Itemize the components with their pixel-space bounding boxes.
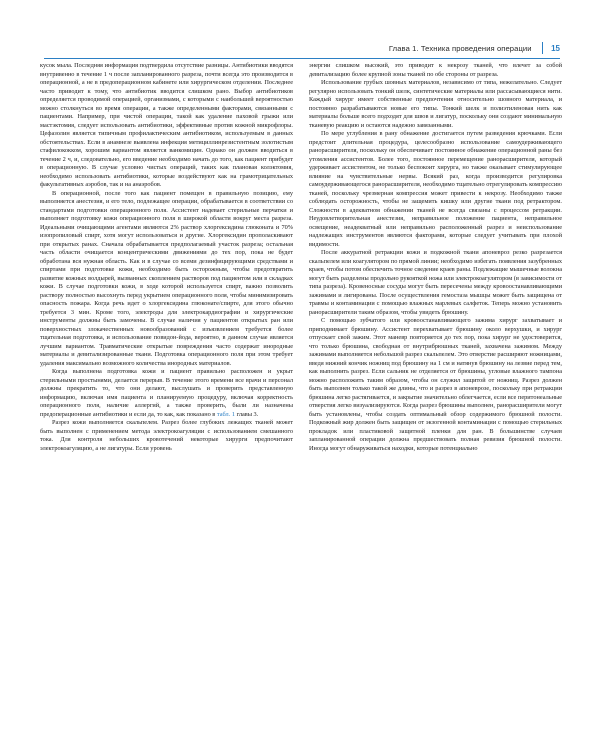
paragraph: По мере углубления в рану обнажение достигается путем разведения крючками. Если предстоит длительная процедура, целесообразно использование самоудерживающего ранорасширителя, поскольку он обеспечивает постоянное обнажение операционной раны без утомления ассистентов. Более того, постоянное перемещение ранорасширителя, который удерживает ассистентом, не только беспокоит хирурга, но также оказывает стимулирующее влияние на чувствительные нервы. Всякий раз, когда производится регулировка самоудерживающегося ранорасширителя, необходимо тщательно отрегулировать компрессию тканей, поскольку чрезмерная компрессия может привести к некрозу. Необходимо также соблюдать осторожность, чтобы не защемить кишку или другие ткани под ретрактором. Сложности в адекватном обнажении тканей не всегда связаны с процессом ретракции. Неудовлетворительная анестезия, неправильное положение пациента, неправильное освещение, неадекватный или неправильно расположенный разрез и неиспользование надлежащих инструментов являются факторами, которые следует учитывать при плохой видимости. [309,130,562,248]
paragraph: После аккуратной ретракции кожи и подкожной ткани апоневроз резко разрезается скальпелем или коагулятором по прямой линии; необходимо избегать появления зазубренных краев, чтобы потом обеспечить точное сведение краев раны. Подлежащие мышечные волокна могут быть разделены продольно рукояткой ножа или электрокоагулятором (в зависимости от типа разреза). Кровеносные сосуды могут быть пересечены между кровоостанавливающими зажимами и лигированы. После осуществления гемостаза мышцы может быть защищена от травмы и контаминации с помощью влажных марлевых салфеток. Теперь можно установить ранорасширители таким образом, чтобы увидеть брюшину. [309,249,562,316]
paragraph: В операционной, после того как пациент помещен в правильную позицию, ему выполняется анестезия, и его тело, подлежащее операции, обрабатывается в соответствии со стандартами подготовки операционного поля. Ассистент надевает стерильные перчатки и выполняет подготовку кожи операционного поля в широкой области вокруг места разреза. Идеальными очищающими агентами являются 2% раствор хлоргексидина глюконата и 70% изопропиловый спирт, хотя могут использоваться и другие. Хлоргексидин прополаскивают при открытых ранах. Сначала обрабатывается предполагаемый участок разреза; остальная часть области очищается концентрическими движениями до тех пор, пока не будет обработана вся нужная область. Как и в случае со всеми дезинфицирующими средствами и спиртами при подготовке кожи, необходимо быть осторожным, чтобы предотвратить развитие кожных волдырей, вызванных скоплением растворов под пациентом или в складках кожи. В случае подготовки кожи, в ходе которой используется спирт, важно позволить раствору полностью высохнуть перед укрытием операционного поля, чтобы минимизировать опасность пожара. Когда речь идет о хлоргексидина глюконате/спирте, для этого обычно требуется 3 мин. Кроме того, электроды для электрокардиографии и хирургические инструменты должны быть замочены. В случае наличия у пациентов открытых ран или поверхностных злокачественных новообразований с изъязвлением требуется более тщательная подготовка, и использование повидон-йода, вероятно, в данном случае является лучшим вариантом. Травматические открытые повреждения часто содержат инородные материалы и девитализированные ткани. Подготовка операционного поля при этом требует удаления максимально возможного количества инородных материалов. [40,189,293,367]
running-header [44,38,560,59]
page-number: 15 [551,43,560,53]
text-body [40,62,562,710]
left-column [40,62,293,710]
paragraph-text: главы 3. [236,410,259,418]
paragraph-text: Когда выполнена подготовка кожи и пациент правильно расположен и укрыт стерильными простынями, делается перерыв. В течение этого времени все врачи и персонал должны прекратить то, что они делают, выслушать и проверить представленную информацию, включая имя пациента и планируемую процедуру, включая корректность операционного поля, наличие аллергий, а также проверить, были ли назначены предоперационные антибиотики и если да, то как, как показано в [40,368,293,418]
paragraph: Использование грубых шовных материалов, независимо от типа, нежелательно. Следует регулярно использовать тонкий шелк, синтетические материалы или рассасывающиеся нити. Каждый хирург имеет собственные предпочтения относительно шовного материала, и постоянно разрабатываются новые его типы. Тонкий шелк и полиэтиленовая нить как материалы больше всего подходят для швов и лигатур, поскольку они создают минимальную тканевую реакцию и остаются надежно завязанными. [309,79,562,129]
paragraph: Разрез кожи выполняется скальпелем. Разрез более глубоких лежащих тканей может быть выполнен с применением метода электрокоагуляции с использованием смешанного тока. Для контроля небольших кровотечений некоторые хирурги предпочитают электрокоагуляцию, а не лигатуры. Если уровень [40,419,293,452]
paragraph: кусок мыла. Последняя информация подтвердила отсутствие разницы. Антибиотики вводятся внутривенно в течение 1 ч после запланированного разреза, почти всегда это производится в операционной, а не в предоперационном кабинете или хирургическом отделении. Последнее часто приводит к тому, что антибиотик вводится слишком рано. Выбор антибиотиков определяется проводимой операцией, организмами, с которыми с наибольшей вероятностью можно столкнуться во время операции, а также определенными факторами, связанными с пациентами. Например, при чистой операции, такой как удаление паховой грыжи или мастэктомия, следует использовать антибиотики, эффективные против кожной микрофлоры. Цефазолин является типичным профилактическим антибиотиком, используемым в данных обстоятельствах. Если в анамнезе выявлена инфекция метициллинрезистентным золотистым стафилококком, хорошим вариантом является ванкомицин. Однако он должен вводиться в течение 2 ч, и, следовательно, его введение необходимо начать до того, как пациент прибудет в операционную. В случае условно чистых операций, таких как плановая колэктомия, необходимо использовать антибиотики, которые воздействуют как на грамотрицательных факультативных аэробов, так и на анаэробов. [40,62,293,188]
header-divider [542,42,544,54]
table-reference-link[interactable]: табл. 1 [216,410,235,418]
right-column [309,62,562,710]
paragraph: энергии слишком высокий, это приводит к некрозу тканей, что влечет за собой девитализацию более крупной зоны тканей по обе стороны от разреза. [309,62,562,78]
chapter-title: Глава 1. Техника проведения операции [388,43,532,53]
paragraph: С помощью зубчатого или кровоостанавливающего зажима хирург захватывает и приподнимает брюшину. Ассистент перехватывает брюшину около верхушки, и хирург отпускает свой зажим. Этот маневр повторяется до тех пор, пока хирург не удостоверится, что только брюшина, свободная от внутрибрюшных тканей, захвачена зажимом. Между зажимами выполняется небольшой разрез скальпелем. Это отверстие расширяют ножницами, введя нижний кончик ножниц под брюшину на 1 см и натянув брюшину на лезвие перед тем, как выполнить разрез. Если сальник не отделяется от брюшины, угловые влажного тампона можно расположить таким образом, чтобы он служил защитой от ножниц. Разрез должен быть выполнен только такой же длины, что и разрез в апоневрозе, поскольку при ретракции брюшина легко растягивается, и закрытие значительно облегчается, если все перитонеальные отверстия легко визуализируются. Когда разрез брюшины выполнен, ранорасширители могут быть установлены, чтобы создать оптимальный обзор содержимого брюшной полости. Подкожный жир должен быть защищен от экзогенной контаминации с помощью стерильных прокладок или пластиковой защитной пленки для ран. В большинстве случаев запланированной операции должна предшествовать полная ревизия брюшной полости. Иногда могут обнаруживаться находки, которые потенциально [309,317,562,452]
paragraph [40,368,293,419]
